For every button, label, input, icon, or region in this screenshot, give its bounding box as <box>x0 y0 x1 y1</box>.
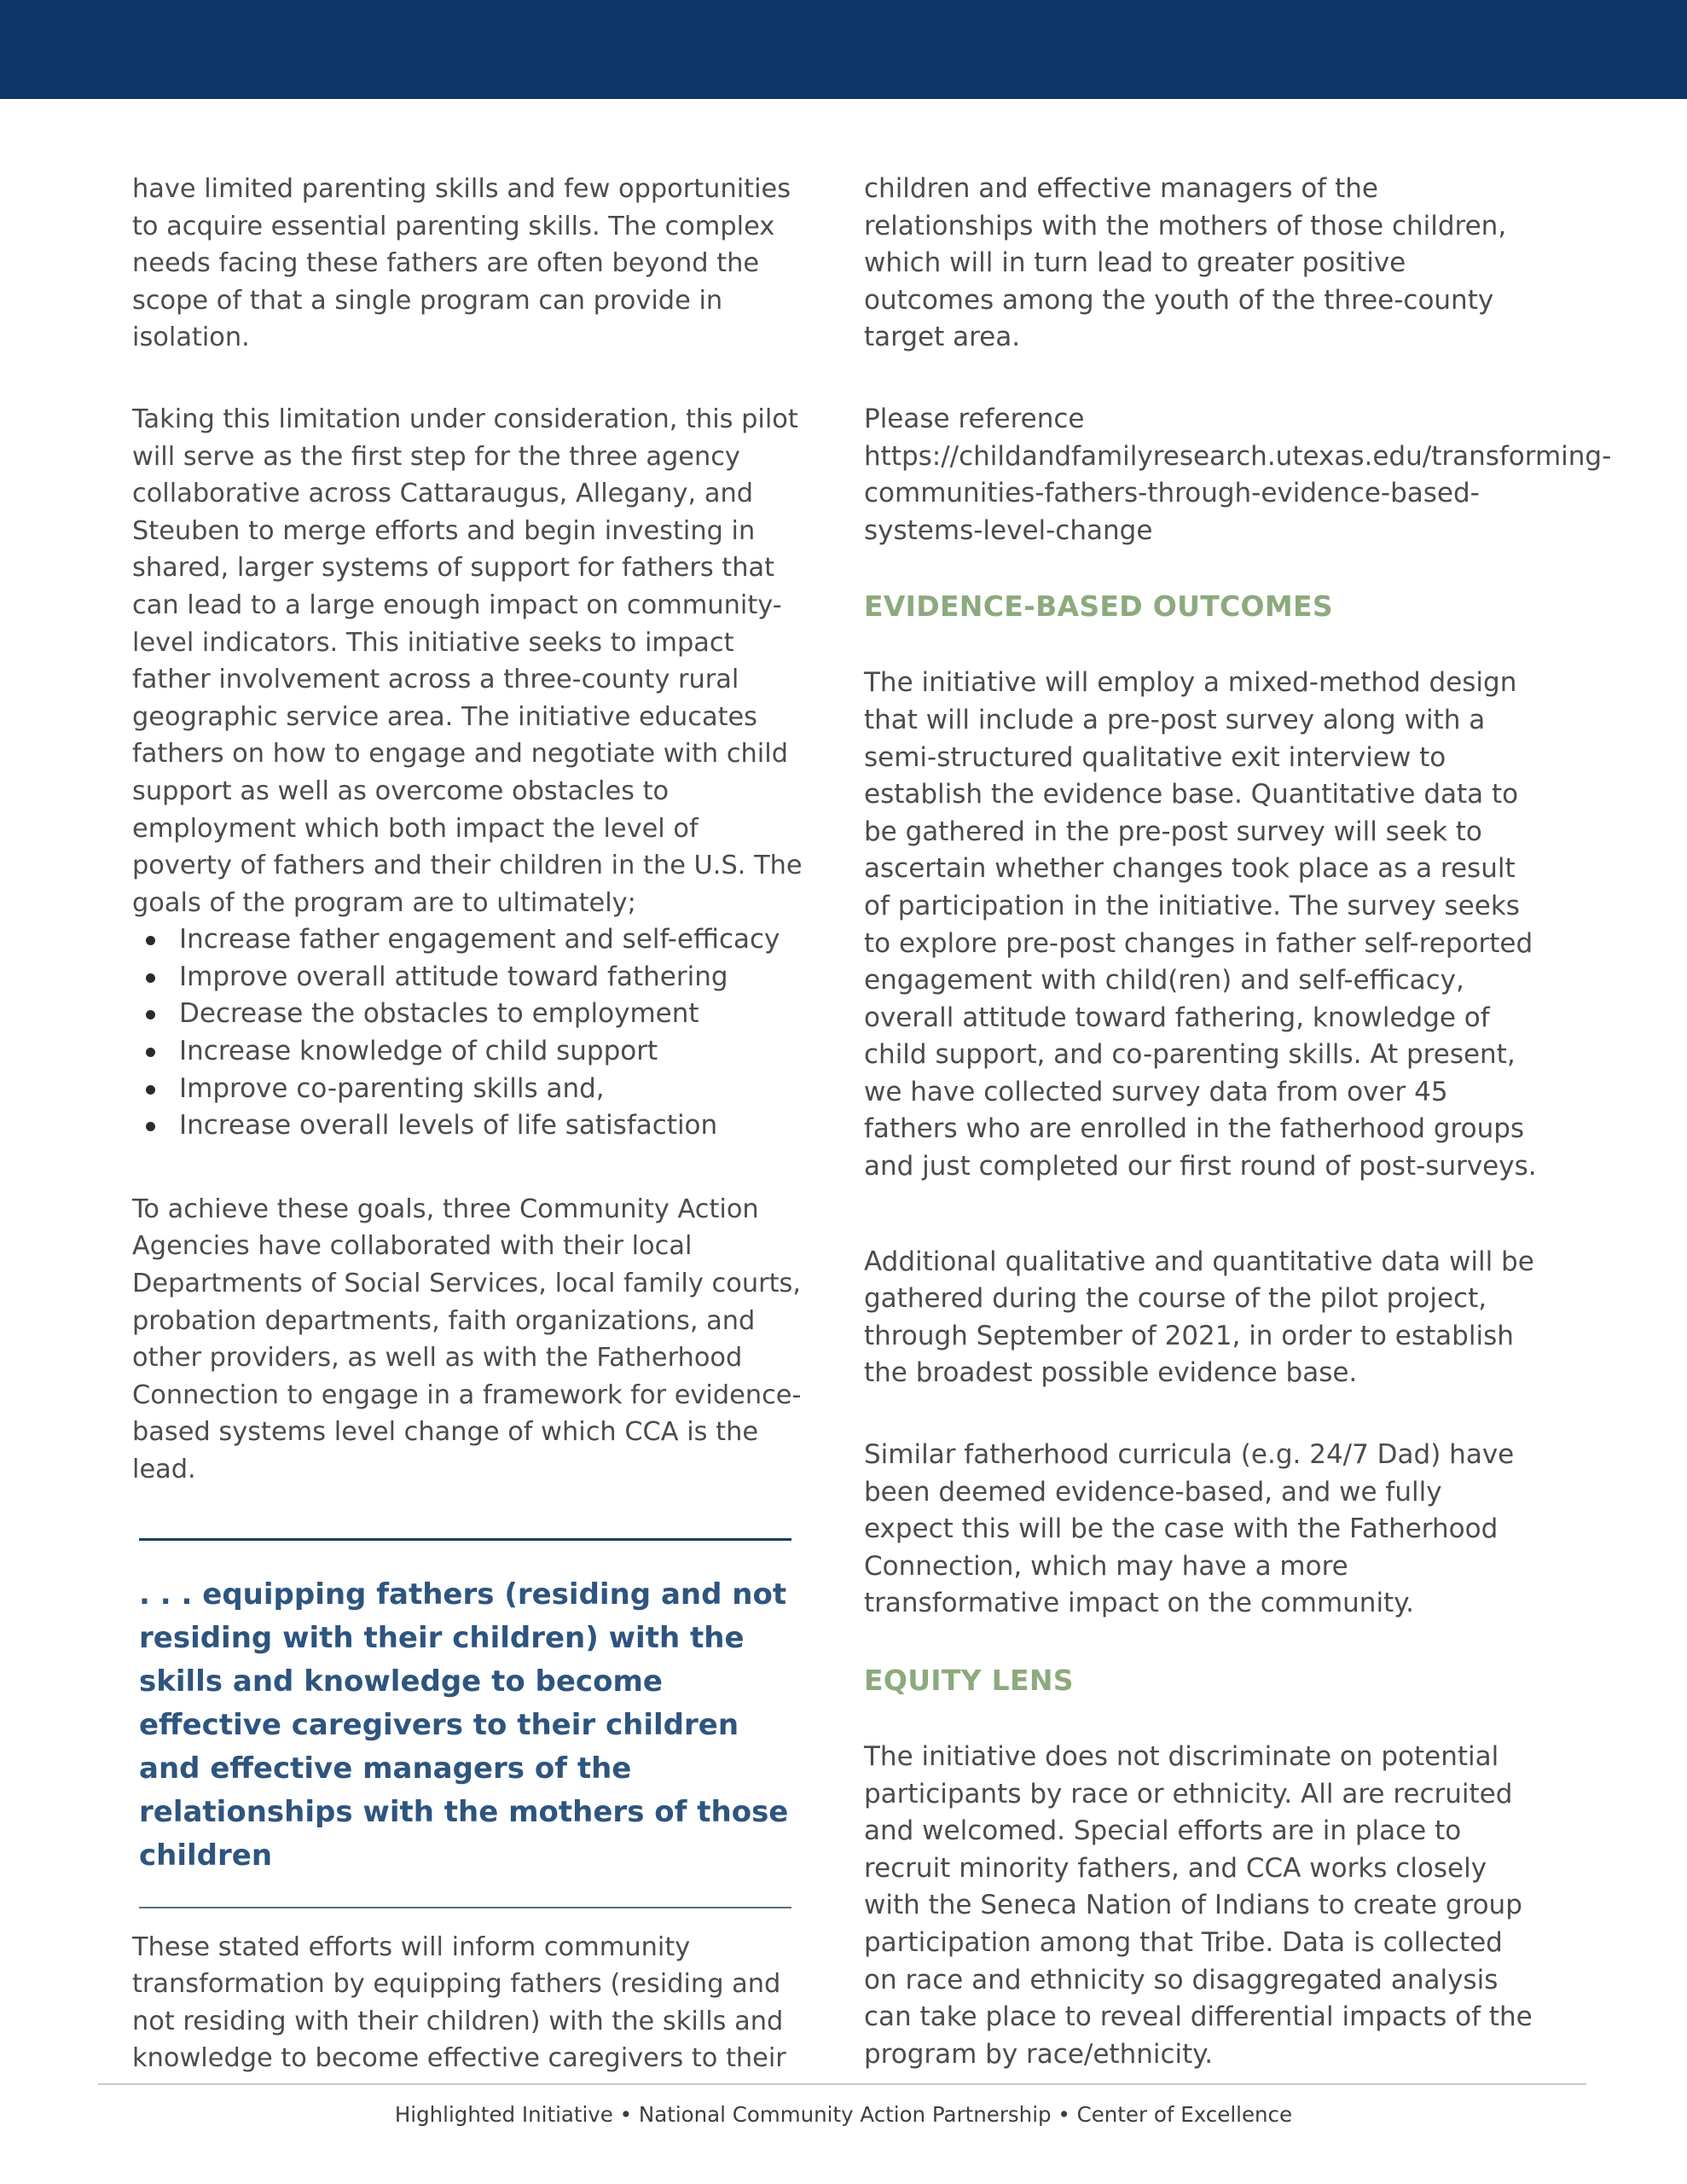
goal-item <box>132 1107 806 1145</box>
section-heading-equity: EQUITY LENS <box>864 1664 1074 1697</box>
section-heading-outcomes: EVIDENCE-BASED OUTCOMES <box>864 590 1333 624</box>
pull-quote <box>139 1538 791 1908</box>
bullet-icon <box>146 1085 155 1095</box>
right-paragraph-6: The initiative does not discriminate on potential participants by race or ethnicity. All are recruited and welcomed. Special efforts are in place to recruit minority fathers, and CCA works closely with the Seneca Nation of Indians to create group participation among that Tribe. Data is collected on race and ethnicity so disaggregated analysis can take place to reveal differential impacts of the program by race/ethnicity. <box>864 1741 1533 2070</box>
left-paragraph-1: have limited parenting skills and few opportunities to acquire essential parenting skills. The complex needs facing these fathers are often beyond the scope of that a single program can provide in isolation. <box>132 174 791 353</box>
reference-paragraph: Please reference https://childandfamilyresearch.utexas.edu/transforming-communities-fathers-through-evidence-based-systems-level-change <box>864 403 1612 546</box>
goal-item <box>132 1071 806 1108</box>
bullet-icon <box>146 973 155 983</box>
left-paragraph-2: Taking this limitation under consideration, this pilot will serve as the first step for the three agency collaborative across Cattaraugus, Allegany, and Steuben to merge efforts and begin investing in shared, larger systems of support for fathers that can lead to a large enough impact on community-level indicators. This initiative seeks to impact father involvement across a three-county rural geographic service area. The initiative educates fathers on how to engage and negotiate with child support as well as overcome obstacles to employment which both impact the level of poverty of fathers and their children in the U.S. The goals of the program are to ultimately; <box>132 404 803 918</box>
goal-item <box>132 996 806 1033</box>
goal-item <box>132 921 806 959</box>
right-column <box>864 171 1612 2073</box>
right-paragraph-4: Additional qualitative and quantitative data will be gathered during the course of the pilot project, through September of 2021, in order to establish the broadest possible evidence base. <box>864 1246 1534 1389</box>
goal-text: Decrease the obstacles to employment <box>179 998 699 1030</box>
right-paragraph-5: Similar fatherhood curricula (e.g. 24/7 Dad) have been deemed evidence-based, and we fully expect this will be the case with the Fatherhood Connection, which may have a more transformative impact on the community. <box>864 1439 1515 1619</box>
goal-text: Increase overall levels of life satisfaction <box>179 1110 718 1141</box>
pull-quote-text: . . . equipping fathers (residing and not residing with their children) with the skills and knowledge to become effective caregivers to their children and effective managers of the relationships with the mothers of those children <box>139 1577 789 1873</box>
footer-divider <box>98 2083 1586 2085</box>
goal-item <box>132 1033 806 1071</box>
goal-text: Improve co-parenting skills and, <box>179 1072 605 1104</box>
left-paragraph-4: These stated efforts will inform community transformation by equipping fathers (residing and not residing with their children) with the skills and knowledge to become effective caregivers to their <box>132 1931 786 2074</box>
goal-text: Increase knowledge of child support <box>179 1036 658 1067</box>
bullet-icon <box>146 1122 155 1131</box>
bullet-icon <box>146 1048 155 1057</box>
footer-text: Highlighted Initiative • National Community Action Partnership • Center of Excellence <box>394 2102 1293 2127</box>
right-paragraph-3: The initiative will employ a mixed-method design that will include a pre-post survey along with a semi-structured qualitative exit interview to establish the evidence base. Quantitative data to be gathered in the pre-post survey will seek to ascertain whether changes took place as a result of participation in the initiative. The survey seeks to explore pre-post changes in father self-reported engagement with child(ren) and self-efficacy, overall attitude toward fathering, knowledge of child support, and co-parenting skills. At present, we have collected survey data from over 45 fathers who are enrolled in the fatherhood groups and just completed our first round of post-surveys. <box>864 667 1537 1182</box>
left-column <box>132 171 806 2077</box>
right-paragraph-1: children and effective managers of the relationships with the mothers of those children, which will in turn lead to greater positive outcomes among the youth of the three-county target area. <box>864 173 1507 353</box>
left-paragraph-3: To achieve these goals, three Community Action Agencies have collaborated with their local Departments of Social Services, local family courts, probation departments, faith organizations, and other providers, as well as with the Fatherhood Connection to engage in a framework for evidence-based systems level change of which CCA is the lead. <box>132 1194 802 1484</box>
header-band <box>0 0 1687 99</box>
goals-list <box>132 921 806 1145</box>
goal-text: Improve overall attitude toward fathering <box>179 961 728 992</box>
bullet-icon <box>146 1010 155 1019</box>
goal-item <box>132 959 806 996</box>
bullet-icon <box>146 936 155 945</box>
goal-text: Increase father engagement and self-efficacy <box>179 924 780 956</box>
